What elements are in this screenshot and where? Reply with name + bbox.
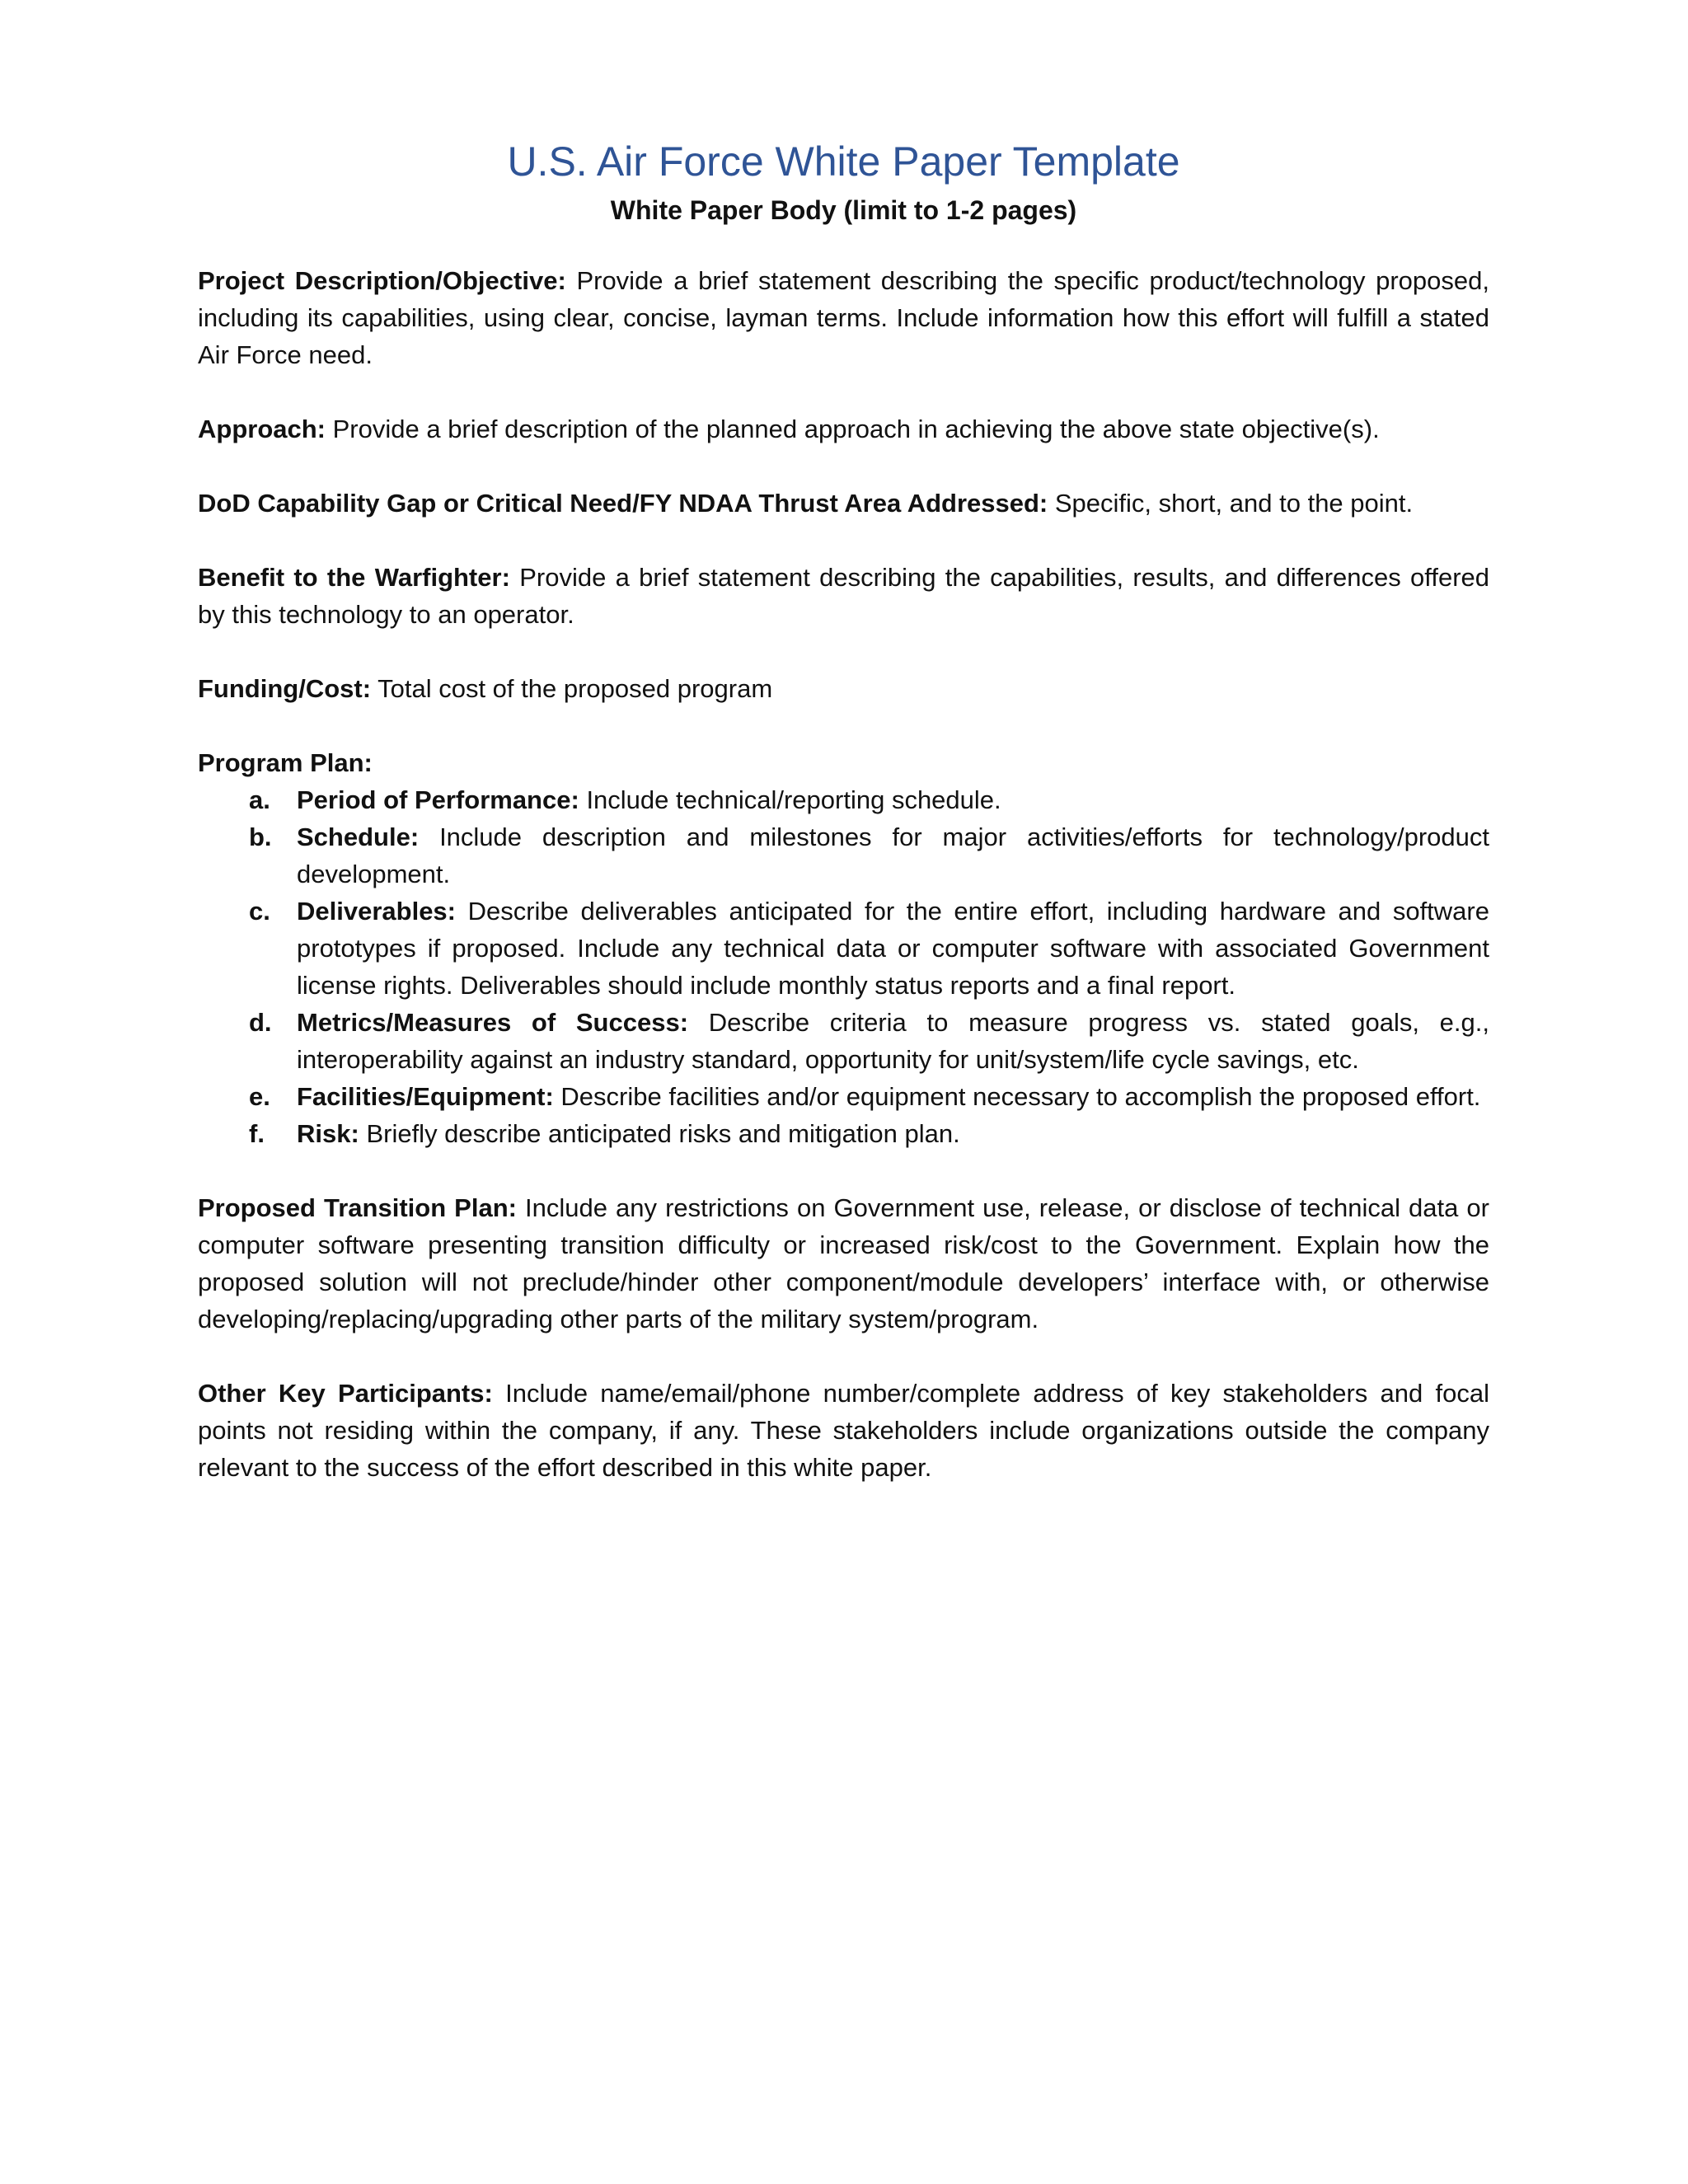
section-text: Provide a brief statement describing the capabilities, results, and differences offered by this technology to an operator. [198, 563, 1489, 629]
item-label: Risk: [297, 1119, 359, 1148]
section-text: Provide a brief statement describing the specific product/technology proposed, including its capabilities, using clear, concise, layman terms. Include information how this effort will fulfill a stated Air Force need. [198, 266, 1489, 369]
list-item [198, 1004, 1489, 1078]
section-label: Benefit to the Warfighter: [198, 563, 510, 592]
section-label: Project Description/Objective: [198, 266, 566, 295]
section-label: DoD Capability Gap or Critical Need/FY NDAA Thrust Area Addressed: [198, 489, 1048, 518]
list-item [198, 1115, 1489, 1152]
item-text: Include technical/reporting schedule. [586, 785, 1001, 814]
item-label: Facilities/Equipment: [297, 1082, 554, 1111]
item-label: Schedule: [297, 823, 420, 851]
list-marker: f. [249, 1119, 265, 1148]
list-marker: c. [249, 897, 270, 926]
document-subtitle: White Paper Body (limit to 1-2 pages) [610, 195, 1077, 225]
section-funding [198, 670, 1489, 707]
program-plan-list [198, 781, 1489, 1152]
section-transition-plan [198, 1189, 1489, 1338]
list-item [198, 781, 1489, 818]
section-benefit [198, 559, 1489, 633]
section-text: Specific, short, and to the point. [1054, 489, 1414, 518]
section-text: Total cost of the proposed program [377, 674, 773, 703]
list-marker: d. [249, 1008, 272, 1037]
section-capability-gap [198, 485, 1489, 522]
item-label: Period of Performance: [297, 785, 579, 814]
list-item [198, 818, 1489, 893]
section-text: Include any restrictions on Government use, release, or disclose of technical data or computer software presenting transition difficulty or increased risk/cost to the Government. Explain how the proposed solution will not preclude/hinder other component/module developers’ interface with, or otherwise developing/replacing/upgrading other parts of the military system/program. [198, 1193, 1489, 1333]
section-label: Other Key Participants: [198, 1379, 493, 1408]
item-text: Describe deliverables anticipated for the entire effort, including hardware and software prototypes if proposed. Include any technical data or computer software with associated Government license rights. Deliverables should include monthly status reports and a final report. [297, 897, 1489, 1000]
list-marker: a. [249, 785, 270, 814]
item-text: Include description and milestones for major activities/efforts for technology/product development. [297, 823, 1489, 888]
item-label: Metrics/Measures of Success: [297, 1008, 689, 1037]
item-text: Describe criteria to measure progress vs. stated goals, e.g., interoperability against an industry standard, opportunity for unit/system/life cycle savings, etc. [297, 1008, 1489, 1074]
section-approach [198, 410, 1489, 448]
section-label: Proposed Transition Plan: [198, 1193, 517, 1222]
list-item [198, 893, 1489, 1004]
list-item [198, 1078, 1489, 1115]
list-marker: e. [249, 1082, 270, 1111]
item-label: Deliverables: [297, 897, 456, 926]
document-body [198, 132, 1489, 1523]
document-title: U.S. Air Force White Paper Template [507, 138, 1180, 185]
item-text: Briefly describe anticipated risks and mitigation plan. [366, 1119, 960, 1148]
section-text: Include name/email/phone number/complete address of key stakeholders and focal points not residing within the company, if any. These stakeholders include organizations outside the company relevant to the success of the effort described in this white paper. [198, 1379, 1489, 1482]
program-plan-heading: Program Plan: [198, 748, 373, 777]
section-label: Funding/Cost: [198, 674, 372, 703]
section-text: Provide a brief description of the planned approach in achieving the above state objective(s). [332, 415, 1380, 443]
section-key-participants [198, 1375, 1489, 1486]
item-text: Describe facilities and/or equipment necessary to accomplish the proposed effort. [560, 1082, 1481, 1111]
section-label: Approach: [198, 415, 326, 443]
list-marker: b. [249, 823, 272, 851]
section-project-description [198, 262, 1489, 373]
